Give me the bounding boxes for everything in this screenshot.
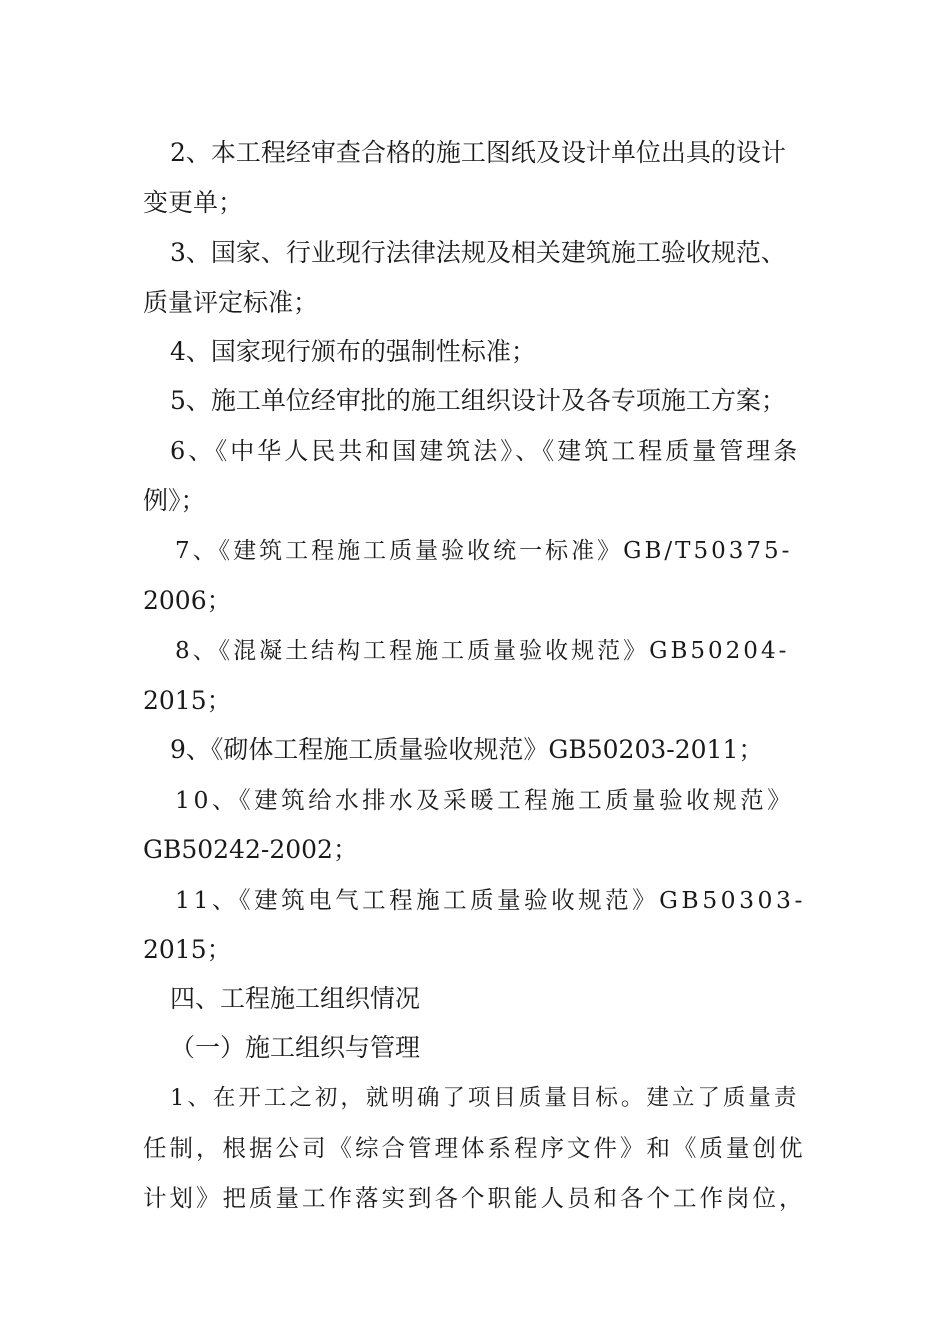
text-line: 10、《建筑给水排水及采暖工程施工质量验收规范》	[175, 786, 795, 814]
text-line: 3、国家、行业现行法律法规及相关建筑施工验收规范、	[170, 238, 786, 267]
text-line: 9、《砌体工程施工质量验收规范》GB50203-2011；	[170, 735, 764, 764]
subsection-heading: （一）施工组织与管理	[170, 1033, 421, 1062]
text-line: 2、本工程经审查合格的施工图纸及设计单位出具的设计	[170, 138, 786, 167]
text-line: 6、《中华人民共和国建筑法》、《建筑工程质量管理条	[170, 437, 801, 465]
text-line: 2015；	[143, 935, 232, 964]
text-line: 变更单；	[143, 188, 244, 217]
text-line: 质量评定标准；	[143, 288, 319, 317]
text-line: 8、《混凝土结构工程施工质量验收规范》GB50204-	[175, 638, 790, 664]
text-line: 11、《建筑电气工程施工质量验收规范》GB50303-	[175, 886, 806, 914]
text-line: 任制，根据公司《综合管理体系程序文件》和《质量创优	[143, 1134, 806, 1162]
text-line: 2015；	[143, 686, 232, 715]
text-line: 5、施工单位经审批的施工组织设计及各专项施工方案；	[170, 386, 786, 415]
text-line: GB50242-2002；	[143, 835, 358, 864]
text-line: 4、国家现行颁布的强制性标准；	[170, 337, 536, 366]
text-line: 例》；	[143, 486, 206, 515]
text-line: 7、《建筑工程施工质量验收统一标准》GB/T50375-	[175, 538, 793, 564]
text-line: 1、在开工之初，就明确了项目质量目标。建立了质量责	[170, 1085, 800, 1111]
section-heading: 四、工程施工组织情况	[170, 984, 421, 1013]
text-line: 2006；	[143, 586, 232, 615]
text-line: 计划》把质量工作落实到各个职能人员和各个工作岗位，	[143, 1184, 806, 1212]
